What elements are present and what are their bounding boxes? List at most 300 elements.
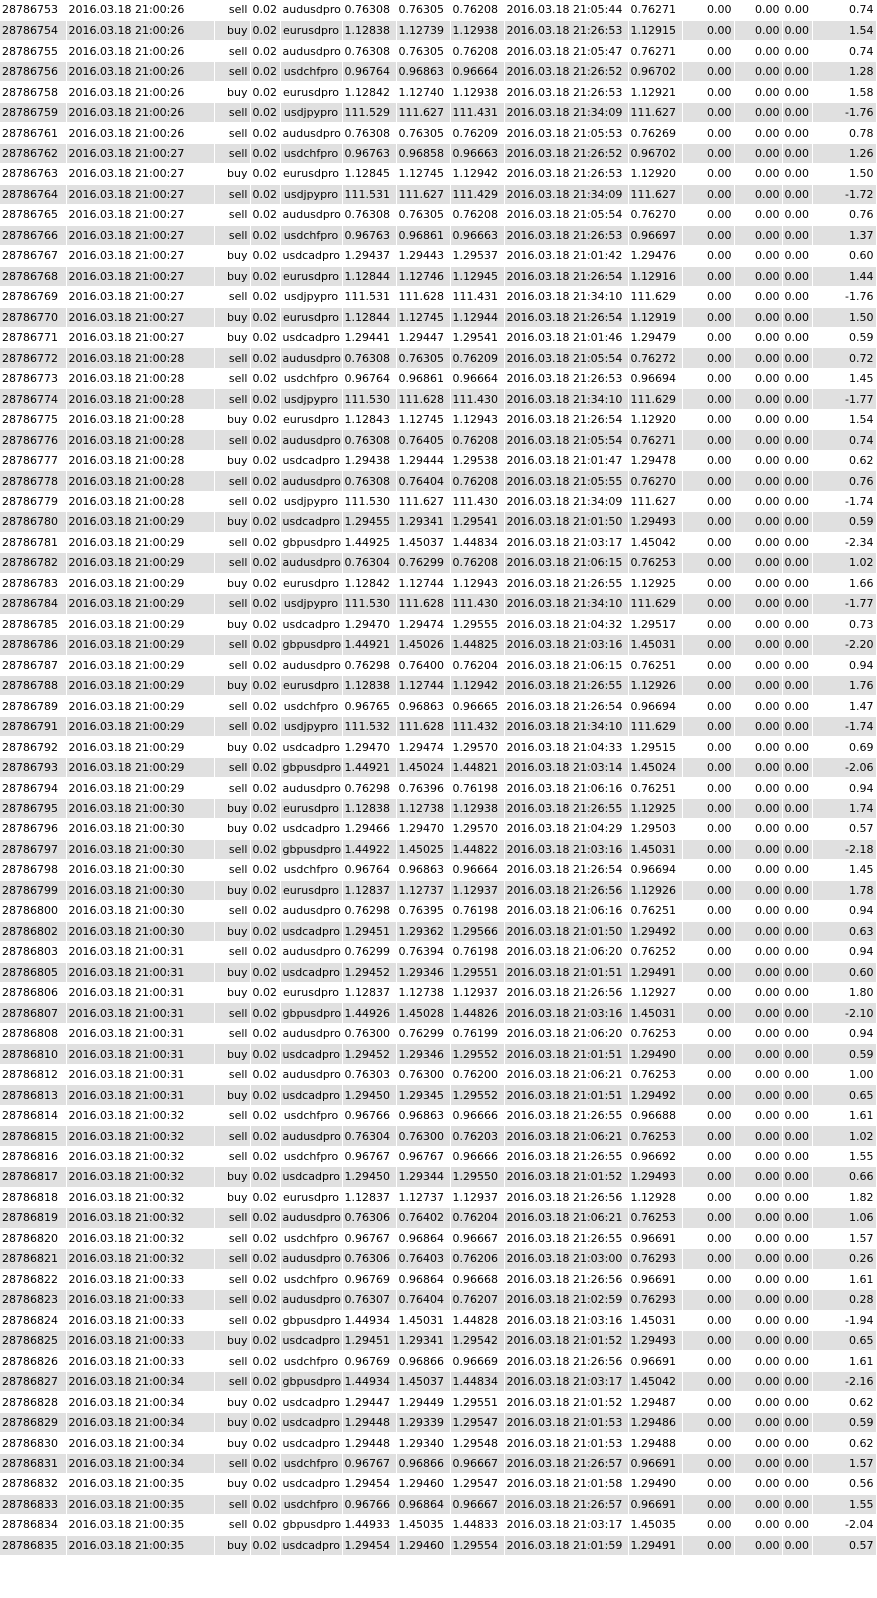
- profit-cell: -2.18: [812, 839, 876, 859]
- table-row: [0, 123, 876, 143]
- close-price-cell: 1.12925: [628, 798, 682, 818]
- commission-cell: 0.00: [682, 1290, 734, 1310]
- profit-cell: 1.45: [812, 860, 876, 880]
- type-cell: sell: [214, 757, 250, 777]
- ticket-cell: 28786813: [0, 1085, 66, 1105]
- profit-cell: 1.54: [812, 409, 876, 429]
- type-cell: sell: [214, 1023, 250, 1043]
- open-price-cell: 1.29451: [342, 921, 396, 941]
- tp-cell: 1.12942: [450, 675, 504, 695]
- type-cell: buy: [214, 880, 250, 900]
- tp-cell: 0.76207: [450, 1290, 504, 1310]
- sl-cell: 0.96767: [396, 1146, 450, 1166]
- tp-cell: 0.96667: [450, 1494, 504, 1514]
- open-time-cell: 2016.03.18 21:00:27: [66, 246, 214, 266]
- open-price-cell: 1.12843: [342, 409, 396, 429]
- sl-cell: 0.76305: [396, 348, 450, 368]
- type-cell: sell: [214, 1269, 250, 1289]
- swap-cell: 0.00: [782, 246, 812, 266]
- close-time-cell: 2016.03.18 21:26:53: [504, 164, 628, 184]
- open-time-cell: 2016.03.18 21:00:27: [66, 307, 214, 327]
- open-price-cell: 1.12842: [342, 573, 396, 593]
- tp-cell: 1.44826: [450, 1003, 504, 1023]
- open-time-cell: 2016.03.18 21:00:32: [66, 1228, 214, 1248]
- open-price-cell: 0.96763: [342, 143, 396, 163]
- swap-cell: 0.00: [782, 1208, 812, 1228]
- profit-cell: 0.62: [812, 450, 876, 470]
- close-time-cell: 2016.03.18 21:03:17: [504, 1515, 628, 1535]
- swap-cell: 0.00: [782, 20, 812, 40]
- swap-cell: 0.00: [782, 102, 812, 122]
- ticket-cell: 28786833: [0, 1494, 66, 1514]
- symbol-cell: usdjpypro: [280, 716, 342, 736]
- taxes-cell: 0.00: [734, 1535, 782, 1555]
- taxes-cell: 0.00: [734, 635, 782, 655]
- size-cell: 0.02: [250, 573, 280, 593]
- ticket-cell: 28786812: [0, 1064, 66, 1084]
- size-cell: 0.02: [250, 614, 280, 634]
- close-time-cell: 2016.03.18 21:02:59: [504, 1290, 628, 1310]
- close-price-cell: 1.29486: [628, 1412, 682, 1432]
- sl-cell: 0.96866: [396, 1351, 450, 1371]
- symbol-cell: audusdpro: [280, 1064, 342, 1084]
- tp-cell: 1.12945: [450, 266, 504, 286]
- profit-cell: -1.76: [812, 102, 876, 122]
- profit-cell: 0.62: [812, 1392, 876, 1412]
- open-time-cell: 2016.03.18 21:00:28: [66, 389, 214, 409]
- symbol-cell: usdchfpro: [280, 143, 342, 163]
- type-cell: sell: [214, 184, 250, 204]
- open-price-cell: 0.76298: [342, 655, 396, 675]
- ticket-cell: 28786800: [0, 901, 66, 921]
- tp-cell: 0.76208: [450, 41, 504, 61]
- open-time-cell: 2016.03.18 21:00:29: [66, 573, 214, 593]
- table-row: [0, 675, 876, 695]
- table-row: [0, 205, 876, 225]
- open-price-cell: 0.96767: [342, 1228, 396, 1248]
- sl-cell: 1.29444: [396, 450, 450, 470]
- close-price-cell: 0.76253: [628, 1023, 682, 1043]
- close-price-cell: 0.76253: [628, 1208, 682, 1228]
- ticket-cell: 28786788: [0, 675, 66, 695]
- swap-cell: 0.00: [782, 287, 812, 307]
- symbol-cell: usdcadpro: [280, 246, 342, 266]
- close-time-cell: 2016.03.18 21:34:10: [504, 716, 628, 736]
- sl-cell: 1.12744: [396, 573, 450, 593]
- commission-cell: 0.00: [682, 1044, 734, 1064]
- close-time-cell: 2016.03.18 21:05:44: [504, 0, 628, 20]
- type-cell: sell: [214, 225, 250, 245]
- open-price-cell: 1.29441: [342, 328, 396, 348]
- table-row: [0, 1085, 876, 1105]
- sl-cell: 0.96864: [396, 1228, 450, 1248]
- symbol-cell: gbpusdpro: [280, 839, 342, 859]
- type-cell: buy: [214, 409, 250, 429]
- close-price-cell: 0.96694: [628, 368, 682, 388]
- tp-cell: 1.29551: [450, 962, 504, 982]
- symbol-cell: audusdpro: [280, 553, 342, 573]
- taxes-cell: 0.00: [734, 675, 782, 695]
- size-cell: 0.02: [250, 1494, 280, 1514]
- sl-cell: 0.76305: [396, 0, 450, 20]
- close-time-cell: 2016.03.18 21:01:52: [504, 1167, 628, 1187]
- tp-cell: 111.430: [450, 491, 504, 511]
- swap-cell: 0.00: [782, 205, 812, 225]
- ticket-cell: 28786770: [0, 307, 66, 327]
- taxes-cell: 0.00: [734, 471, 782, 491]
- table-row: [0, 0, 876, 20]
- open-price-cell: 1.44934: [342, 1310, 396, 1330]
- sl-cell: 1.29346: [396, 1044, 450, 1064]
- open-time-cell: 2016.03.18 21:00:32: [66, 1249, 214, 1269]
- close-time-cell: 2016.03.18 21:34:09: [504, 491, 628, 511]
- sl-cell: 1.29345: [396, 1085, 450, 1105]
- taxes-cell: 0.00: [734, 348, 782, 368]
- open-time-cell: 2016.03.18 21:00:35: [66, 1515, 214, 1535]
- swap-cell: 0.00: [782, 1249, 812, 1269]
- table-row: [0, 1228, 876, 1248]
- taxes-cell: 0.00: [734, 307, 782, 327]
- taxes-cell: 0.00: [734, 1003, 782, 1023]
- ticket-cell: 28786815: [0, 1126, 66, 1146]
- open-price-cell: 1.44933: [342, 1515, 396, 1535]
- size-cell: 0.02: [250, 983, 280, 1003]
- symbol-cell: audusdpro: [280, 655, 342, 675]
- symbol-cell: audusdpro: [280, 123, 342, 143]
- commission-cell: 0.00: [682, 1412, 734, 1432]
- table-row: [0, 860, 876, 880]
- symbol-cell: usdcadpro: [280, 737, 342, 757]
- tp-cell: 1.12937: [450, 1187, 504, 1207]
- close-price-cell: 0.76272: [628, 348, 682, 368]
- ticket-cell: 28786796: [0, 819, 66, 839]
- type-cell: sell: [214, 61, 250, 81]
- open-time-cell: 2016.03.18 21:00:33: [66, 1330, 214, 1350]
- tp-cell: 0.96666: [450, 1105, 504, 1125]
- swap-cell: 0.00: [782, 82, 812, 102]
- symbol-cell: usdchfpro: [280, 225, 342, 245]
- swap-cell: 0.00: [782, 1453, 812, 1473]
- commission-cell: 0.00: [682, 839, 734, 859]
- taxes-cell: 0.00: [734, 102, 782, 122]
- swap-cell: 0.00: [782, 1126, 812, 1146]
- ticket-cell: 28786793: [0, 757, 66, 777]
- tp-cell: 1.29552: [450, 1085, 504, 1105]
- sl-cell: 1.45035: [396, 1515, 450, 1535]
- taxes-cell: 0.00: [734, 737, 782, 757]
- tp-cell: 1.29547: [450, 1412, 504, 1432]
- tp-cell: 1.44834: [450, 1371, 504, 1391]
- open-price-cell: 1.29452: [342, 962, 396, 982]
- symbol-cell: usdjpypro: [280, 491, 342, 511]
- symbol-cell: usdcadpro: [280, 450, 342, 470]
- open-price-cell: 1.29437: [342, 246, 396, 266]
- ticket-cell: 28786774: [0, 389, 66, 409]
- close-price-cell: 1.29493: [628, 512, 682, 532]
- swap-cell: 0.00: [782, 1290, 812, 1310]
- taxes-cell: 0.00: [734, 1269, 782, 1289]
- profit-cell: 0.72: [812, 348, 876, 368]
- size-cell: 0.02: [250, 61, 280, 81]
- ticket-cell: 28786810: [0, 1044, 66, 1064]
- size-cell: 0.02: [250, 102, 280, 122]
- symbol-cell: usdcadpro: [280, 819, 342, 839]
- open-price-cell: 1.12844: [342, 307, 396, 327]
- open-time-cell: 2016.03.18 21:00:29: [66, 675, 214, 695]
- profit-cell: 0.94: [812, 901, 876, 921]
- close-time-cell: 2016.03.18 21:26:53: [504, 368, 628, 388]
- ticket-cell: 28786777: [0, 450, 66, 470]
- size-cell: 0.02: [250, 655, 280, 675]
- close-time-cell: 2016.03.18 21:26:52: [504, 61, 628, 81]
- open-time-cell: 2016.03.18 21:00:28: [66, 348, 214, 368]
- sl-cell: 1.29340: [396, 1433, 450, 1453]
- tp-cell: 0.76209: [450, 123, 504, 143]
- ticket-cell: 28786773: [0, 368, 66, 388]
- swap-cell: 0.00: [782, 798, 812, 818]
- taxes-cell: 0.00: [734, 553, 782, 573]
- type-cell: sell: [214, 1105, 250, 1125]
- swap-cell: 0.00: [782, 962, 812, 982]
- swap-cell: 0.00: [782, 819, 812, 839]
- size-cell: 0.02: [250, 1453, 280, 1473]
- type-cell: sell: [214, 1003, 250, 1023]
- open-price-cell: 1.12845: [342, 164, 396, 184]
- type-cell: buy: [214, 573, 250, 593]
- close-time-cell: 2016.03.18 21:01:46: [504, 328, 628, 348]
- commission-cell: 0.00: [682, 880, 734, 900]
- profit-cell: 0.65: [812, 1330, 876, 1350]
- ticket-cell: 28786775: [0, 409, 66, 429]
- size-cell: 0.02: [250, 82, 280, 102]
- commission-cell: 0.00: [682, 819, 734, 839]
- close-time-cell: 2016.03.18 21:03:14: [504, 757, 628, 777]
- table-row: [0, 1044, 876, 1064]
- open-time-cell: 2016.03.18 21:00:32: [66, 1146, 214, 1166]
- close-price-cell: 0.76269: [628, 123, 682, 143]
- sl-cell: 1.12738: [396, 983, 450, 1003]
- profit-cell: 1.55: [812, 1146, 876, 1166]
- open-time-cell: 2016.03.18 21:00:32: [66, 1167, 214, 1187]
- ticket-cell: 28786798: [0, 860, 66, 880]
- close-time-cell: 2016.03.18 21:26:53: [504, 20, 628, 40]
- sl-cell: 1.45025: [396, 839, 450, 859]
- ticket-cell: 28786755: [0, 41, 66, 61]
- symbol-cell: audusdpro: [280, 1249, 342, 1269]
- open-price-cell: 0.96763: [342, 225, 396, 245]
- open-time-cell: 2016.03.18 21:00:32: [66, 1126, 214, 1146]
- close-price-cell: 1.29479: [628, 328, 682, 348]
- commission-cell: 0.00: [682, 1126, 734, 1146]
- tp-cell: 0.76200: [450, 1064, 504, 1084]
- open-time-cell: 2016.03.18 21:00:34: [66, 1392, 214, 1412]
- sl-cell: 111.628: [396, 594, 450, 614]
- type-cell: buy: [214, 164, 250, 184]
- table-row: [0, 880, 876, 900]
- taxes-cell: 0.00: [734, 594, 782, 614]
- open-time-cell: 2016.03.18 21:00:28: [66, 471, 214, 491]
- size-cell: 0.02: [250, 757, 280, 777]
- taxes-cell: 0.00: [734, 880, 782, 900]
- type-cell: buy: [214, 307, 250, 327]
- commission-cell: 0.00: [682, 328, 734, 348]
- swap-cell: 0.00: [782, 409, 812, 429]
- ticket-cell: 28786772: [0, 348, 66, 368]
- table-row: [0, 1023, 876, 1043]
- open-time-cell: 2016.03.18 21:00:26: [66, 41, 214, 61]
- tp-cell: 111.431: [450, 102, 504, 122]
- ticket-cell: 28786759: [0, 102, 66, 122]
- table-row: [0, 1003, 876, 1023]
- type-cell: buy: [214, 1412, 250, 1432]
- tp-cell: 0.76208: [450, 205, 504, 225]
- tp-cell: 0.76208: [450, 430, 504, 450]
- symbol-cell: usdchfpro: [280, 1228, 342, 1248]
- sl-cell: 1.29474: [396, 737, 450, 757]
- close-price-cell: 0.76271: [628, 0, 682, 20]
- sl-cell: 1.12737: [396, 1187, 450, 1207]
- size-cell: 0.02: [250, 1351, 280, 1371]
- type-cell: buy: [214, 1085, 250, 1105]
- type-cell: sell: [214, 0, 250, 20]
- sl-cell: 1.12745: [396, 164, 450, 184]
- size-cell: 0.02: [250, 1412, 280, 1432]
- commission-cell: 0.00: [682, 553, 734, 573]
- commission-cell: 0.00: [682, 205, 734, 225]
- type-cell: sell: [214, 1310, 250, 1330]
- close-time-cell: 2016.03.18 21:26:57: [504, 1453, 628, 1473]
- open-time-cell: 2016.03.18 21:00:28: [66, 430, 214, 450]
- size-cell: 0.02: [250, 1167, 280, 1187]
- profit-cell: 1.57: [812, 1453, 876, 1473]
- symbol-cell: usdcadpro: [280, 614, 342, 634]
- close-time-cell: 2016.03.18 21:06:21: [504, 1126, 628, 1146]
- symbol-cell: eurusdpro: [280, 1187, 342, 1207]
- symbol-cell: usdcadpro: [280, 1330, 342, 1350]
- swap-cell: 0.00: [782, 450, 812, 470]
- ticket-cell: 28786832: [0, 1474, 66, 1494]
- open-price-cell: 111.532: [342, 716, 396, 736]
- taxes-cell: 0.00: [734, 389, 782, 409]
- sl-cell: 1.29470: [396, 819, 450, 839]
- open-price-cell: 0.76308: [342, 123, 396, 143]
- type-cell: buy: [214, 1433, 250, 1453]
- ticket-cell: 28786765: [0, 205, 66, 225]
- ticket-cell: 28786787: [0, 655, 66, 675]
- type-cell: buy: [214, 20, 250, 40]
- open-time-cell: 2016.03.18 21:00:30: [66, 860, 214, 880]
- taxes-cell: 0.00: [734, 1515, 782, 1535]
- open-price-cell: 0.76308: [342, 348, 396, 368]
- profit-cell: 1.47: [812, 696, 876, 716]
- taxes-cell: 0.00: [734, 778, 782, 798]
- close-price-cell: 1.45031: [628, 1003, 682, 1023]
- type-cell: sell: [214, 102, 250, 122]
- ticket-cell: 28786789: [0, 696, 66, 716]
- type-cell: buy: [214, 328, 250, 348]
- commission-cell: 0.00: [682, 123, 734, 143]
- open-time-cell: 2016.03.18 21:00:26: [66, 20, 214, 40]
- close-price-cell: 1.12919: [628, 307, 682, 327]
- ticket-cell: 28786783: [0, 573, 66, 593]
- close-price-cell: 0.96691: [628, 1351, 682, 1371]
- taxes-cell: 0.00: [734, 819, 782, 839]
- size-cell: 0.02: [250, 409, 280, 429]
- sl-cell: 0.76402: [396, 1208, 450, 1228]
- profit-cell: -2.20: [812, 635, 876, 655]
- open-time-cell: 2016.03.18 21:00:30: [66, 880, 214, 900]
- taxes-cell: 0.00: [734, 1208, 782, 1228]
- close-time-cell: 2016.03.18 21:34:10: [504, 594, 628, 614]
- open-price-cell: 111.531: [342, 287, 396, 307]
- sl-cell: 111.628: [396, 389, 450, 409]
- size-cell: 0.02: [250, 921, 280, 941]
- ticket-cell: 28786795: [0, 798, 66, 818]
- symbol-cell: usdcadpro: [280, 921, 342, 941]
- taxes-cell: 0.00: [734, 1412, 782, 1432]
- open-price-cell: 1.12838: [342, 675, 396, 695]
- swap-cell: 0.00: [782, 1433, 812, 1453]
- ticket-cell: 28786814: [0, 1105, 66, 1125]
- ticket-cell: 28786756: [0, 61, 66, 81]
- close-time-cell: 2016.03.18 21:26:55: [504, 798, 628, 818]
- tp-cell: 0.76206: [450, 1249, 504, 1269]
- swap-cell: 0.00: [782, 1023, 812, 1043]
- tp-cell: 1.44833: [450, 1515, 504, 1535]
- table-row: [0, 1126, 876, 1146]
- ticket-cell: 28786818: [0, 1187, 66, 1207]
- close-time-cell: 2016.03.18 21:26:54: [504, 266, 628, 286]
- size-cell: 0.02: [250, 880, 280, 900]
- close-time-cell: 2016.03.18 21:05:47: [504, 41, 628, 61]
- size-cell: 0.02: [250, 1146, 280, 1166]
- sl-cell: 0.76305: [396, 41, 450, 61]
- size-cell: 0.02: [250, 266, 280, 286]
- commission-cell: 0.00: [682, 675, 734, 695]
- sl-cell: 1.29344: [396, 1167, 450, 1187]
- tp-cell: 1.29551: [450, 1392, 504, 1412]
- symbol-cell: usdchfpro: [280, 860, 342, 880]
- tp-cell: 0.96667: [450, 1453, 504, 1473]
- close-price-cell: 0.96691: [628, 1494, 682, 1514]
- type-cell: buy: [214, 819, 250, 839]
- sl-cell: 0.96863: [396, 696, 450, 716]
- close-price-cell: 0.96691: [628, 1453, 682, 1473]
- open-price-cell: 1.12838: [342, 798, 396, 818]
- tp-cell: 1.12942: [450, 164, 504, 184]
- commission-cell: 0.00: [682, 1330, 734, 1350]
- close-price-cell: 1.45042: [628, 1371, 682, 1391]
- tp-cell: 1.12944: [450, 307, 504, 327]
- symbol-cell: gbpusdpro: [280, 1371, 342, 1391]
- open-price-cell: 111.530: [342, 389, 396, 409]
- type-cell: sell: [214, 778, 250, 798]
- swap-cell: 0.00: [782, 839, 812, 859]
- close-price-cell: 1.29491: [628, 962, 682, 982]
- close-time-cell: 2016.03.18 21:01:51: [504, 1085, 628, 1105]
- size-cell: 0.02: [250, 1126, 280, 1146]
- profit-cell: 1.61: [812, 1269, 876, 1289]
- taxes-cell: 0.00: [734, 1351, 782, 1371]
- size-cell: 0.02: [250, 205, 280, 225]
- profit-cell: -1.94: [812, 1310, 876, 1330]
- ticket-cell: 28786768: [0, 266, 66, 286]
- swap-cell: 0.00: [782, 696, 812, 716]
- close-price-cell: 1.12925: [628, 573, 682, 593]
- taxes-cell: 0.00: [734, 123, 782, 143]
- profit-cell: 0.76: [812, 205, 876, 225]
- commission-cell: 0.00: [682, 1269, 734, 1289]
